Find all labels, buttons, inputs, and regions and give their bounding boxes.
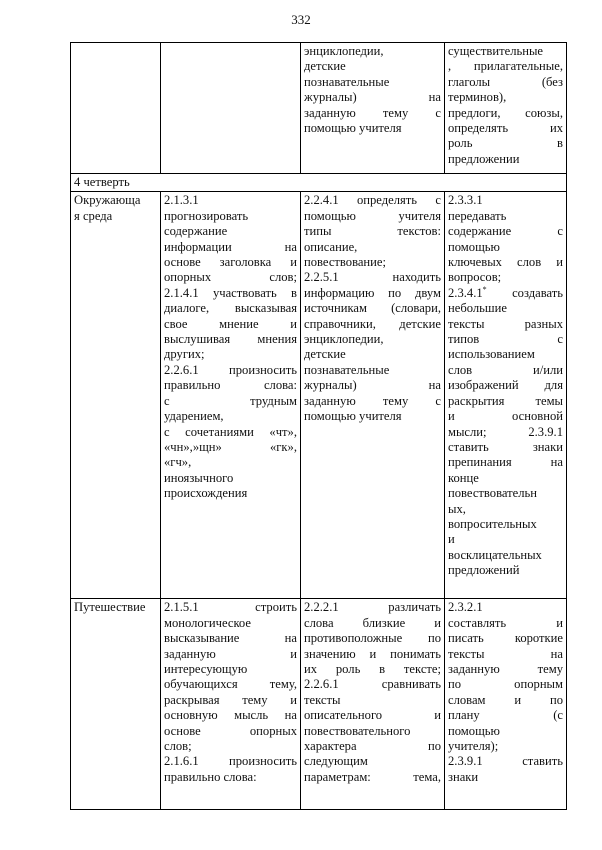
text-line: плану (с (448, 708, 563, 723)
cell-writing-environment (445, 192, 567, 599)
text-line: 2.2.6.1 сравнивать (304, 677, 441, 692)
text-line: заданную и (164, 646, 297, 661)
text-line: обучающихся тему, (164, 677, 297, 692)
text-line: энциклопедии, (304, 44, 384, 58)
text-line: и основной (448, 409, 563, 424)
table-row-quarter (71, 174, 567, 192)
text-line: других; (164, 347, 205, 362)
text-line: роль в (448, 136, 563, 151)
text-line: журналы) на (304, 378, 441, 393)
text-line: помощью (448, 723, 500, 738)
text-line: предложений (448, 563, 520, 578)
cell-speaking-travel (161, 599, 301, 810)
text-line: учителя); (448, 739, 499, 754)
cell-reading-continued (301, 43, 445, 174)
text-line: тексты на (448, 646, 563, 661)
cell-writing-continued (445, 43, 567, 174)
text-line: информацию по двум (304, 285, 441, 300)
text-line: опорных слов; (164, 270, 297, 285)
text-line: существительные (448, 44, 544, 58)
text-line: Окружающа (74, 193, 141, 208)
text-line: значению и понимать (304, 646, 441, 661)
text-line: диалоге, высказывая (164, 301, 297, 316)
curriculum-table (70, 42, 567, 810)
text-line: знаки (448, 769, 479, 784)
text-line: я среда (74, 208, 113, 223)
text-line: передавать (448, 208, 507, 223)
text-line: препинания на (448, 455, 563, 470)
text-line: заданную тему с (304, 393, 441, 408)
text-line: описательного и (304, 708, 441, 723)
text-line: «гч», (164, 455, 192, 470)
text-line: правильно слова: (164, 378, 297, 393)
text-line: параметрам: тема, (304, 769, 441, 784)
text-line: слова близкие и (304, 615, 441, 630)
text-line: небольшие (448, 301, 507, 316)
text-line: их роль в тексте; (304, 662, 441, 677)
text-line: следующим (304, 754, 368, 769)
text-line: типы текстов: (304, 224, 441, 239)
text-line: 2.3.2.1 (448, 600, 483, 615)
text-line: интересующую (164, 662, 248, 677)
cell-theme-empty (71, 43, 161, 174)
text-line: познавательные (304, 362, 390, 377)
text-line: заданную тему (448, 662, 563, 677)
footnote-mark: * (482, 284, 487, 294)
text-line: изображений для (448, 378, 563, 393)
writing-env-part-c (448, 301, 563, 578)
table-row-continuation (71, 43, 567, 174)
text-line: иноязычного (164, 470, 234, 485)
text-line: познавательные (304, 74, 390, 89)
text-line: ключевых слов и (448, 255, 563, 270)
text-line: словам и по (448, 692, 563, 707)
text-line: основе заголовка и (164, 255, 297, 270)
text-line: помощью учителя (304, 409, 402, 424)
table-row-travel (71, 599, 567, 810)
text-line: ых, (448, 501, 466, 516)
text-line: с трудным (164, 393, 297, 408)
text-line: 2.3.9.1 ставить (448, 754, 563, 769)
text-line: 2.2.2.1 различать (304, 600, 441, 615)
text-line: правильно слова: (164, 769, 257, 784)
text-line: мысли; 2.3.9.1 (448, 424, 563, 439)
text-line: конце (448, 470, 479, 485)
text-line: детские (304, 59, 346, 74)
text-line: использованием (448, 347, 535, 362)
cell-speaking-empty (161, 43, 301, 174)
table-row-environment (71, 192, 567, 599)
text-line: составлять и (448, 615, 563, 630)
text-line: , прилагательные, (448, 59, 563, 74)
text-line: по опорным (448, 677, 563, 692)
text-line: повествовательн (448, 486, 537, 501)
cell-theme-environment (71, 192, 161, 599)
text-line: 2.1.5.1 строить (164, 600, 297, 615)
text-line: предложении (448, 151, 520, 166)
text-line: повествование; (304, 255, 387, 270)
text-line: тексты разных (448, 316, 563, 331)
text-line: высказывание на (164, 631, 297, 646)
text-line: основе опорных (164, 723, 297, 738)
text-line: основную мысль на (164, 708, 297, 723)
text-line: слов; (164, 739, 192, 754)
text-line: глаголы (без (448, 74, 563, 89)
text-line: раскрытия темы (448, 393, 563, 408)
text-line: вопросительных (448, 516, 537, 531)
text-line: тексты (304, 692, 341, 707)
text-line: 2.3.3.1 (448, 193, 483, 208)
text-line: характера по (304, 739, 441, 754)
text-line: и (448, 532, 455, 547)
text-line: с сочетаниями «чт», (164, 424, 297, 439)
text-line: монологическое (164, 615, 251, 630)
text-line: ставить знаки (448, 439, 563, 454)
text-line: противоположные по (304, 631, 441, 646)
text-line: слов и/или (448, 362, 563, 377)
text-line: восклицательных (448, 547, 542, 562)
text-line: ударением, (164, 409, 224, 424)
text-line: 2.2.4.1 определять с (304, 193, 441, 208)
text-line: помощью учителя (304, 121, 402, 136)
text-line: содержание (164, 224, 228, 239)
text-line: предлоги, союзы, (448, 105, 563, 120)
cell-speaking-environment (161, 192, 301, 599)
text-line: повествовательного (304, 723, 411, 738)
text-line: описание, (304, 239, 358, 254)
text-line: раскрывая тему и (164, 692, 297, 707)
cell-reading-environment (301, 192, 445, 599)
text-line: 2.1.6.1 произносить (164, 754, 297, 769)
writing-env-part-a (448, 193, 563, 285)
text-line: терминов), (448, 90, 507, 105)
text-line: помощью (448, 239, 500, 254)
page-number: 332 (291, 12, 311, 27)
text-line: детские (304, 347, 346, 362)
cell-reading-travel (301, 599, 445, 810)
text-line: 2.2.6.1 произносить (164, 362, 297, 377)
text-line: содержание с (448, 224, 563, 239)
text-line: энциклопедии, (304, 332, 384, 347)
text-line: происхождения (164, 486, 248, 501)
objective-code: 2.3.4.1 (448, 285, 483, 300)
text-line: типов с (448, 332, 563, 347)
text-line: свое мнение и (164, 316, 297, 331)
text-line: заданную тему с (304, 105, 441, 120)
text-line: писать короткие (448, 631, 563, 646)
text-line: 2.2.5.1 находить (304, 270, 441, 285)
text-line: 2.1.3.1 (164, 193, 199, 208)
text-line: 2.1.4.1 участвовать в (164, 285, 297, 300)
text-line: прогнозировать (164, 208, 249, 223)
text-line: журналы) на (304, 90, 441, 105)
writing-env-objective-line (448, 286, 563, 301)
objective-verb: создавать (512, 285, 563, 300)
quarter-label: 4 четверть (71, 174, 567, 192)
cell-writing-travel (445, 599, 567, 810)
text-line: информации на (164, 239, 297, 254)
text-line: выслушивая мнения (164, 332, 297, 347)
text-line: вопросов; (448, 270, 502, 285)
cell-theme-travel: Путешествие (71, 599, 161, 810)
text-line: справочники, детские (304, 316, 441, 331)
text-line: помощью учителя (304, 208, 441, 223)
text-line: «чн»,»щн» «гк», (164, 439, 297, 454)
text-line: определять их (448, 121, 563, 136)
text-line: источникам (словари, (304, 301, 441, 316)
